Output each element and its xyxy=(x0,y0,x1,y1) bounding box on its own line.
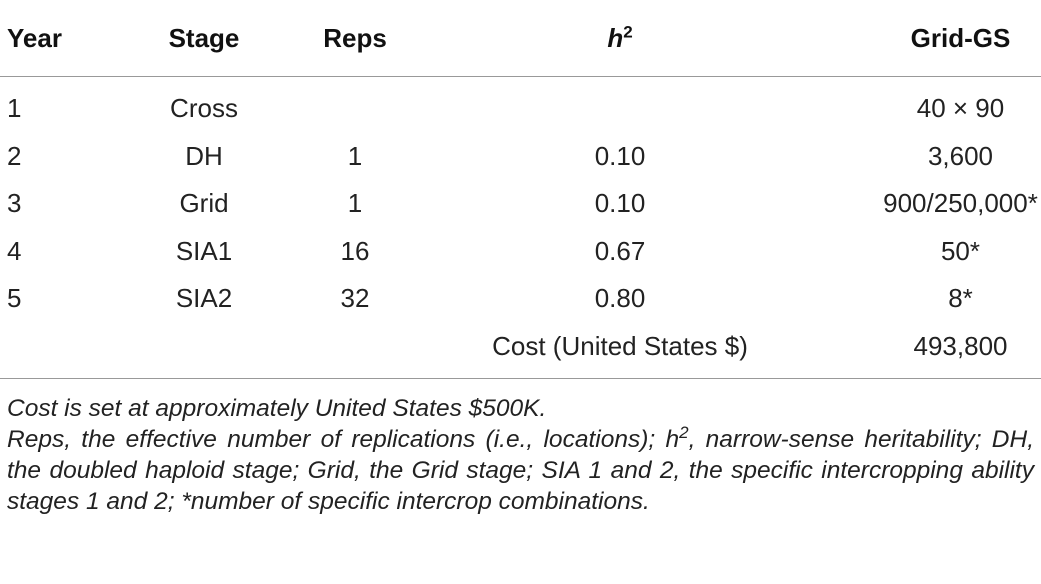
cell-reps: 1 xyxy=(347,140,363,171)
cell-grid-gs: 3,600 xyxy=(927,140,994,171)
cell-reps: 32 xyxy=(340,283,370,314)
cell-year: 5 xyxy=(7,283,22,314)
cell-year-empty xyxy=(0,323,118,379)
cell-year: 2 xyxy=(7,140,22,171)
cell-h2 xyxy=(420,77,820,133)
table-header xyxy=(0,0,1041,77)
cell-year: 4 xyxy=(7,235,22,266)
table-row xyxy=(0,77,1041,133)
table-bottom-rule xyxy=(0,379,1041,380)
header-grid-gs: Grid-GS xyxy=(820,0,1041,77)
cost-label: Cost (United States $) xyxy=(492,330,748,361)
header-reps: Reps xyxy=(290,0,420,77)
cell-stage: DH xyxy=(185,140,223,171)
cell-reps xyxy=(290,77,420,133)
footnote-cost: Cost is set at approximately United States $500K. xyxy=(7,395,547,422)
cell-stage: SIA2 xyxy=(175,283,233,314)
table-row xyxy=(0,180,1041,228)
cell-grid-gs: 50* xyxy=(940,235,981,266)
cell-year: 3 xyxy=(7,188,22,219)
cell-stage: Cross xyxy=(170,93,238,124)
cell-reps-empty xyxy=(290,323,420,379)
header-h2 xyxy=(420,0,820,77)
cell-grid-gs: 8* xyxy=(948,283,973,314)
cell-stage: Grid xyxy=(179,188,229,219)
table-footnotes xyxy=(7,393,1034,517)
footnote-abbreviations xyxy=(7,424,1034,517)
footnote-abbrev-sup: 2 xyxy=(679,422,689,442)
cell-stage: SIA1 xyxy=(175,235,233,266)
header-stage: Stage xyxy=(118,0,290,77)
header-h2-sup: 2 xyxy=(623,21,633,41)
cell-grid-gs: 900/250,000* xyxy=(883,188,1038,219)
cost-row xyxy=(0,323,1041,379)
cell-year: 1 xyxy=(7,93,22,124)
cell-h2: 0.80 xyxy=(594,283,646,314)
cell-grid-gs: 40 × 90 xyxy=(916,93,1005,124)
table-row xyxy=(0,228,1041,276)
cell-reps: 1 xyxy=(347,188,363,219)
footnote-abbrev-part1: Reps, the effective number of replications (i.e., locations); h xyxy=(7,426,680,453)
cell-h2: 0.67 xyxy=(594,235,646,266)
cell-stage-empty xyxy=(118,323,290,379)
cell-h2: 0.10 xyxy=(594,140,646,171)
table-body xyxy=(0,77,1041,379)
header-year: Year xyxy=(0,0,118,77)
table-row xyxy=(0,275,1041,323)
cell-h2: 0.10 xyxy=(594,188,646,219)
table-row xyxy=(0,133,1041,181)
header-row xyxy=(0,0,1041,77)
cell-reps: 16 xyxy=(340,235,370,266)
cost-value: 493,800 xyxy=(913,330,1008,361)
footnote-abbrev-part2: , narrow-sense heritability; DH, the doubled haploid stage; Grid, the Grid stage; SIA 1 and 2, the specific intercropping ability stages 1 and 2; *number of specific intercrop combinations. xyxy=(7,426,1034,515)
header-h2-base: h xyxy=(607,22,624,53)
